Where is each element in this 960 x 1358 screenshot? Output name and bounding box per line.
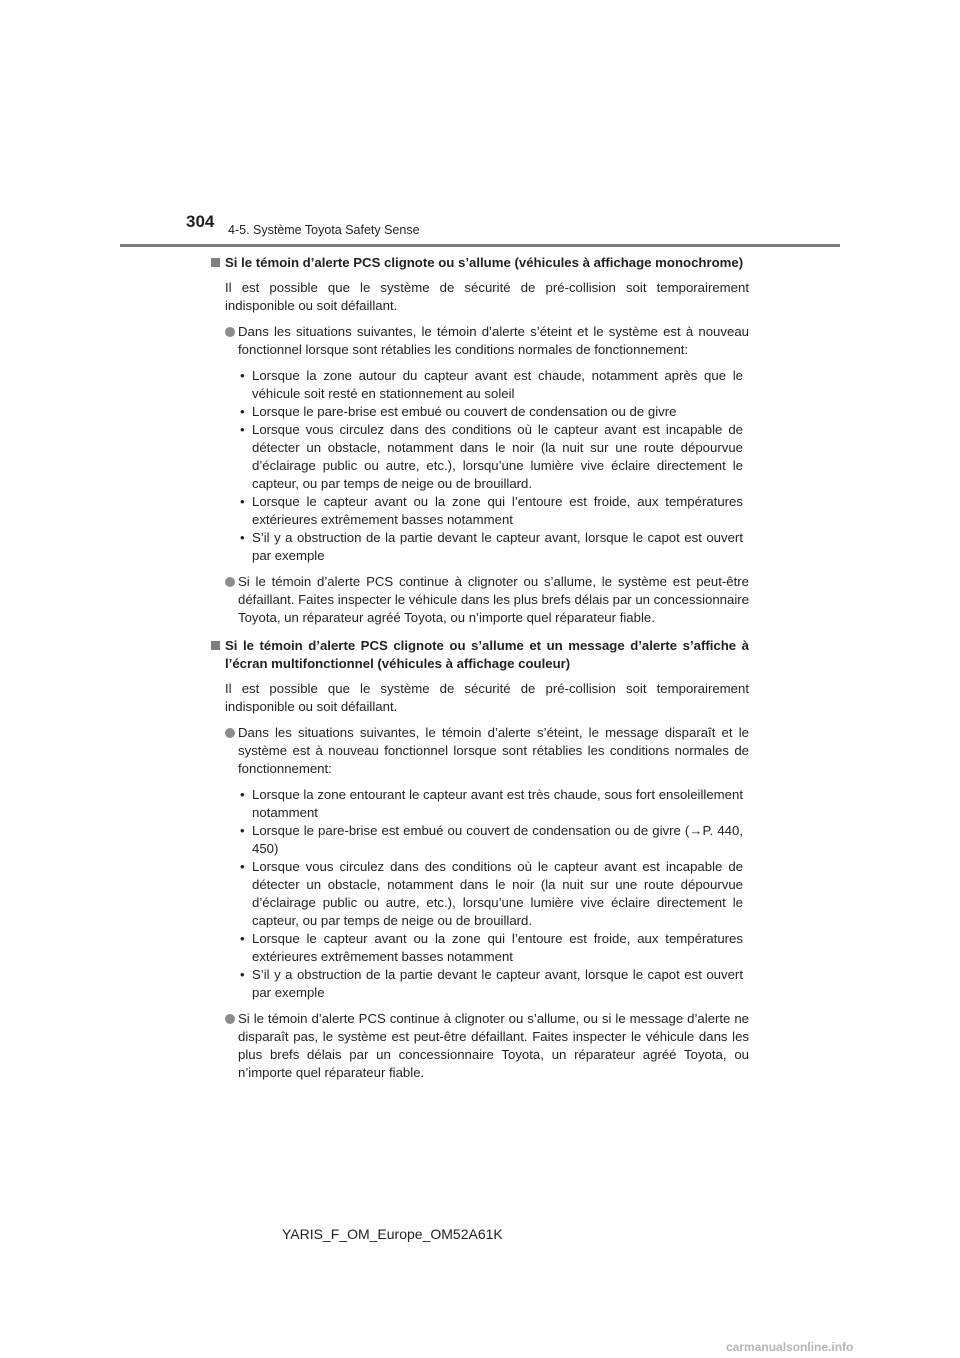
page-content bbox=[211, 254, 749, 1082]
chapter-title: 4-5. Système Toyota Safety Sense bbox=[228, 223, 420, 237]
sub-item-text: Lorsque le pare-brise est embué ou couvert de condensation ou de givre (→P. 440, 450) bbox=[252, 823, 743, 856]
dot-marker-icon: • bbox=[240, 931, 245, 946]
sub-item-text: S’il y a obstruction de la partie devant le capteur avant, lorsque le capot est ouvert par exemple bbox=[252, 967, 743, 1000]
section-heading-text: Si le témoin d’alerte PCS clignote ou s’allume et un message d’alerte s’affiche à l’écran multifonctionnel (véhicules à affichage couleur) bbox=[225, 638, 749, 671]
section-heading bbox=[211, 254, 749, 272]
sub-list-item bbox=[211, 421, 749, 493]
circle-bullet-icon bbox=[225, 728, 235, 738]
sub-list bbox=[211, 786, 749, 1002]
sub-item-text: Lorsque le capteur avant ou la zone qui l’entoure est froide, aux températures extérieures extrêmement basses notamment bbox=[252, 494, 743, 527]
circle-bullet-icon bbox=[225, 1014, 235, 1024]
sub-item-text: Lorsque le pare-brise est embué ou couvert de condensation ou de givre bbox=[252, 404, 677, 419]
bullet-item bbox=[211, 323, 749, 359]
footer-code: YARIS_F_OM_Europe_OM52A61K bbox=[282, 1226, 503, 1242]
section bbox=[211, 637, 749, 1082]
sub-item-text: S’il y a obstruction de la partie devant le capteur avant, lorsque le capot est ouvert par exemple bbox=[252, 530, 743, 563]
sub-list-item bbox=[211, 529, 749, 565]
section bbox=[211, 254, 749, 627]
section-heading-text: Si le témoin d’alerte PCS clignote ou s’allume (véhicules à affichage monochrome) bbox=[225, 255, 744, 270]
bullet-text: Dans les situations suivantes, le témoin d’alerte s’éteint et le système est à nouveau fonctionnel lorsque sont rétablies les conditions normales de fonctionnement: bbox=[238, 324, 749, 357]
bullet-item bbox=[211, 724, 749, 778]
sub-list-item bbox=[211, 822, 749, 858]
dot-marker-icon: • bbox=[240, 859, 245, 874]
circle-bullet-icon bbox=[225, 577, 235, 587]
sub-list-item bbox=[211, 493, 749, 529]
sub-list-item bbox=[211, 403, 749, 421]
sub-item-text: Lorsque le capteur avant ou la zone qui l’entoure est froide, aux températures extérieures extrêmement basses notamment bbox=[252, 931, 743, 964]
sub-list bbox=[211, 367, 749, 565]
section-heading bbox=[211, 637, 749, 673]
sub-list-item bbox=[211, 786, 749, 822]
bullet-text: Si le témoin d’alerte PCS continue à clignoter ou s’allume, le système est peut-être défaillant. Faites inspecter le véhicule dans les plus brefs délais par un concessionnaire Toyota, un réparateur agréé Toyota, ou n’importe quel réparateur fiable. bbox=[238, 574, 749, 625]
square-bullet-icon bbox=[211, 641, 220, 650]
dot-marker-icon: • bbox=[240, 422, 245, 437]
dot-marker-icon: • bbox=[240, 530, 245, 545]
bullet-item bbox=[211, 573, 749, 627]
watermark[interactable]: carmanualsonline.info bbox=[726, 1340, 854, 1354]
dot-marker-icon: • bbox=[240, 967, 245, 982]
page-number: 304 bbox=[186, 212, 215, 231]
sub-list-item bbox=[211, 858, 749, 930]
sub-item-text: Lorsque la zone autour du capteur avant est chaude, notamment après que le véhicule soit resté en stationnement au soleil bbox=[252, 368, 743, 401]
bullet-item bbox=[211, 1010, 749, 1082]
dot-marker-icon: • bbox=[240, 404, 245, 419]
dot-marker-icon: • bbox=[240, 823, 245, 838]
sub-list-item bbox=[211, 367, 749, 403]
bullet-text: Si le témoin d’alerte PCS continue à clignoter ou s’allume, ou si le message d’alerte ne disparaît pas, le système est peut-être défaillant. Faites inspecter le véhicule dans les plus brefs délais par un concessionnaire Toyota, un réparateur agréé Toyota, ou n’importe quel réparateur fiable. bbox=[238, 1011, 749, 1080]
bullet-text: Dans les situations suivantes, le témoin d’alerte s’éteint, le message disparaît et le système est à nouveau fonctionnel lorsque sont rétablies les conditions normales de fonctionnement: bbox=[238, 725, 749, 776]
sub-list-item bbox=[211, 930, 749, 966]
circle-bullet-icon bbox=[225, 327, 235, 337]
square-bullet-icon bbox=[211, 258, 220, 267]
dot-marker-icon: • bbox=[240, 494, 245, 509]
header-rule bbox=[120, 244, 840, 247]
section-intro: Il est possible que le système de sécurité de pré-collision soit temporairement indisponible ou soit défaillant. bbox=[225, 681, 749, 714]
sub-item-text: Lorsque vous circulez dans des conditions où le capteur avant est incapable de détecter un obstacle, notamment dans le noir (la nuit sur une route dépourvue d’éclairage public ou autre, etc.), lorsqu’une lumière vive éclaire directement le capteur, ou par temps de neige ou de brouillard. bbox=[252, 859, 743, 928]
sub-item-text: Lorsque vous circulez dans des conditions où le capteur avant est incapable de détecter un obstacle, notamment dans le noir (la nuit sur une route dépourvue d’éclairage public ou autre, etc.), lorsqu’une lumière vive éclaire directement le capteur, ou par temps de neige ou de brouillard. bbox=[252, 422, 743, 491]
sub-list-item bbox=[211, 966, 749, 1002]
section-intro: Il est possible que le système de sécurité de pré-collision soit temporairement indisponible ou soit défaillant. bbox=[225, 280, 749, 313]
dot-marker-icon: • bbox=[240, 787, 245, 802]
dot-marker-icon: • bbox=[240, 368, 245, 383]
sub-item-text: Lorsque la zone entourant le capteur avant est très chaude, sous fort ensoleillement notamment bbox=[252, 787, 743, 820]
